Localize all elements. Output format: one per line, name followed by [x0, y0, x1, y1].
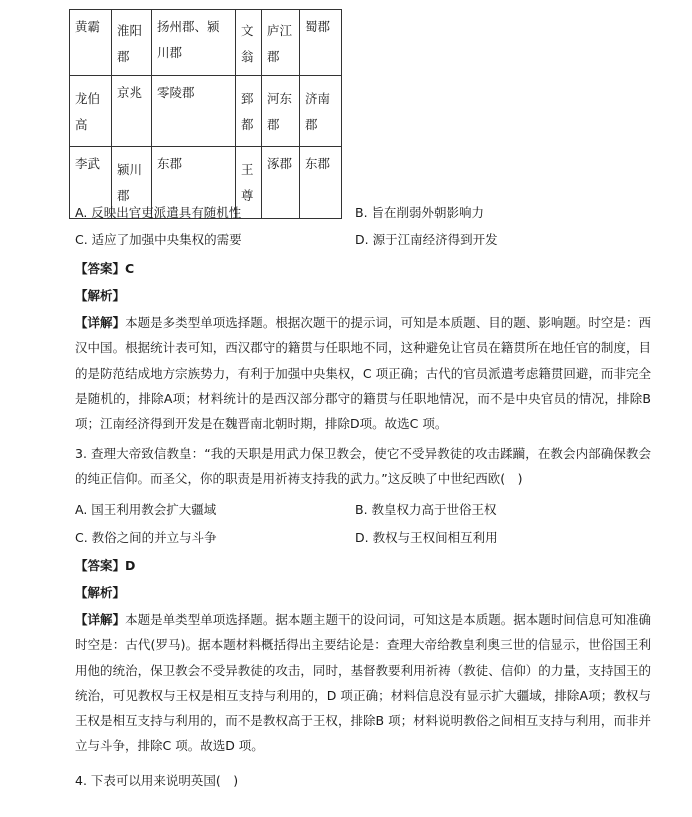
table-cell: 庐江郡	[262, 10, 300, 76]
analysis-label: 【解析】	[75, 288, 126, 303]
table-cell: 河东郡	[262, 76, 300, 147]
option-c: C. 适应了加强中央集权的需要	[75, 232, 242, 247]
detail-paragraph	[75, 310, 651, 436]
table-cell: 京兆	[112, 76, 152, 147]
option-b: B. 教皇权力高于世俗王权	[355, 502, 497, 517]
question-stem: 3. 查理大帝致信教皇：“我的天职是用武力保卫教会，使它不受异教徒的攻击蹂躏，在教会内部确保教会的纯正信仰。而圣父，你的职责是用祈祷支持我的武力。”这反映了中世纪西欧( )	[75, 446, 651, 487]
answer-label: 【答案】C	[75, 261, 135, 276]
detail-label: 【详解】	[75, 612, 126, 627]
option-c: C. 教俗之间的并立与斗争	[75, 530, 217, 545]
table-cell: 黄霸	[70, 10, 112, 76]
detail-text: 本题是单类型单项选择题。据本题主题干的设问词，可知这是本质题。据本题时间信息可知准确时空是：古代(罗马)。据本题材料概括得出主要结论是：查理大帝给教皇利奥三世的信显示，世俗国王利用他的统治，保卫教会不受异教徒的攻击，同时，基督教要利用祈祷（教徒、信仰）的力量，支持国王的统治，可见教权与王权是相互支持与利用的，D 项正确；材料信息没有显示扩大疆域，排除A项；教权与王权是相互支持与利用的，而不是教权高于王权，排除B 项；材料说明教俗之间相互支持与利用，而非并立与斗争，排除C 项。故选D 项。	[75, 612, 651, 754]
table-cell: 淮阳郡	[112, 10, 152, 76]
table-cell: 蜀郡	[300, 10, 342, 76]
table-cell: 扬州郡、颍川郡	[152, 10, 236, 76]
analysis-label: 【解析】	[75, 585, 126, 600]
option-b: B. 旨在削弱外朝影响力	[355, 205, 485, 220]
answer-label: 【答案】D	[75, 558, 136, 573]
table-cell: 东郡	[152, 147, 236, 219]
table-cell: 郅都	[236, 76, 262, 147]
option-d: D. 教权与王权间相互利用	[355, 530, 498, 545]
table-cell: 济南郡	[300, 76, 342, 147]
detail-paragraph	[75, 607, 651, 759]
table-cell: 颍川郡	[112, 147, 152, 219]
table-cell: 零陵郡	[152, 76, 236, 147]
detail-label: 【详解】	[75, 315, 126, 330]
table-row	[70, 10, 342, 76]
table-cell: 东郡	[300, 147, 342, 219]
table-cell: 涿郡	[262, 147, 300, 219]
detail-text: 本题是多类型单项选择题。根据次题干的提示词，可知是本质题、目的题、影响题。时空是：西汉中国。根据统计表可知，西汉郡守的籍贯与任职地不同，这种避免让官员在籍贯所在地任官的制度，目的是防范结成地方宗族势力，有利于加强中央集权，C 项正确；古代的官员派遣考虑籍贯回避，而非完全是随机的，排除A项；材料统计的是西汉部分郡守的籍贯与任职地情况，而不是中央官员的情况，排除B项；江南经济得到开发是在魏晋南北朝时期，排除D项。故选C 项。	[75, 315, 651, 432]
question-stem: 4. 下表可以用来说明英国( )	[75, 773, 239, 788]
table-cell: 龙伯高	[70, 76, 112, 147]
table-cell: 李武	[70, 147, 112, 219]
option-a: A. 国王利用教会扩大疆域	[75, 502, 217, 517]
table-cell: 文翁	[236, 10, 262, 76]
table-cell: 王尊	[236, 147, 262, 219]
option-a: A. 反映出官吏派遣具有随机性	[75, 205, 242, 220]
table-row	[70, 76, 342, 147]
option-d: D. 源于江南经济得到开发	[355, 232, 498, 247]
official-origin-table	[69, 9, 342, 219]
